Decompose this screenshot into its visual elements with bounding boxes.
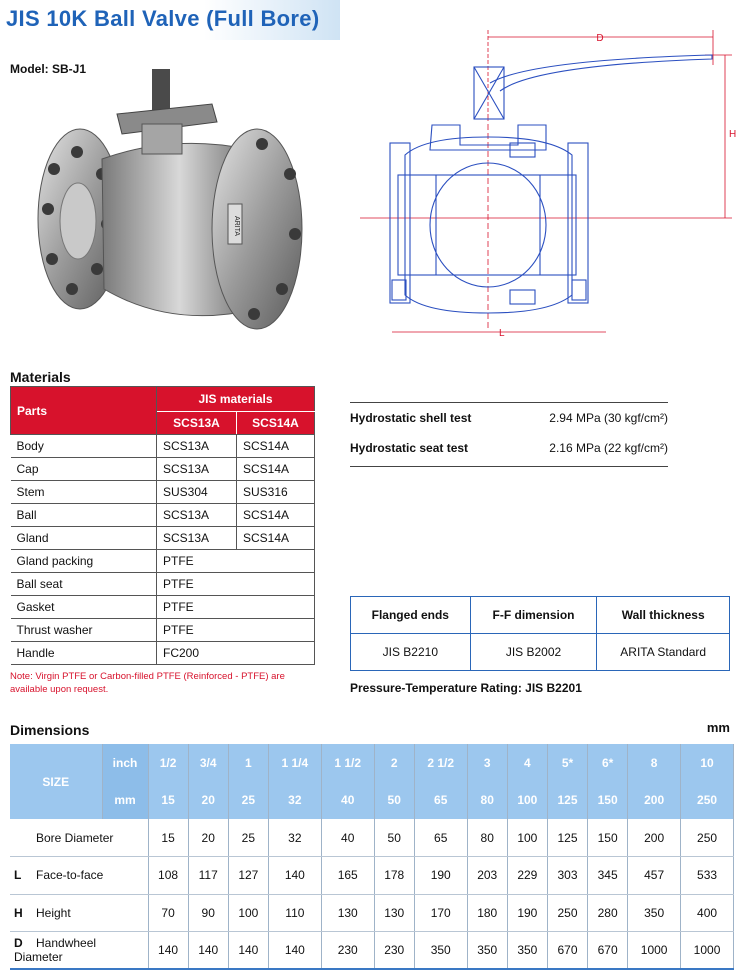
- dimension-value: 80: [467, 819, 507, 857]
- size-mm: 32: [268, 782, 321, 820]
- pressure-temperature-rating: Pressure-Temperature Rating: JIS B2201: [350, 681, 582, 695]
- dimension-value: 190: [507, 894, 547, 932]
- dimension-value: 303: [547, 857, 587, 895]
- dimension-value: 190: [414, 857, 467, 895]
- size-mm: 65: [414, 782, 467, 820]
- dimension-value: 130: [321, 894, 374, 932]
- materials-row: [11, 596, 315, 619]
- dimension-value: 170: [414, 894, 467, 932]
- material-scs14a-value: SCS14A: [237, 435, 315, 458]
- dimension-row-label: [10, 894, 148, 932]
- size-inch: 2 1/2: [414, 744, 467, 782]
- size-inch: 2: [374, 744, 414, 782]
- valve-drawing: [360, 25, 735, 345]
- materials-row: [11, 481, 315, 504]
- dimension-value: 280: [588, 894, 628, 932]
- size-inch: 1 1/2: [321, 744, 374, 782]
- dimension-l-label: L: [499, 328, 505, 339]
- dimension-name: Height: [36, 905, 71, 920]
- materials-row: [11, 550, 315, 573]
- material-part: Cap: [11, 458, 157, 481]
- col-scs13a: SCS13A: [157, 412, 237, 435]
- size-inch: 4: [507, 744, 547, 782]
- materials-row: [11, 527, 315, 550]
- materials-table: [10, 386, 315, 665]
- dimension-value: 250: [547, 894, 587, 932]
- size-mm: 150: [588, 782, 628, 820]
- size-mm: 20: [188, 782, 228, 820]
- std-ff-dimension: F-F dimension: [470, 597, 597, 634]
- std-wall-thickness: Wall thickness: [597, 597, 730, 634]
- dimension-value: 15: [148, 819, 188, 857]
- material-part: Thrust washer: [11, 619, 157, 642]
- hydro-shell-label: Hydrostatic shell test: [350, 411, 472, 425]
- model-label: Model: SB-J1: [10, 62, 87, 76]
- dimension-name: Face-to-face: [36, 868, 104, 883]
- size-inch: 1/2: [148, 744, 188, 782]
- materials-row: [11, 458, 315, 481]
- size-mm: 40: [321, 782, 374, 820]
- dimension-value: 350: [467, 932, 507, 970]
- size-mm: 250: [681, 782, 734, 820]
- dimension-value: 100: [507, 819, 547, 857]
- dimension-row: [10, 857, 734, 895]
- dimension-value: 350: [507, 932, 547, 970]
- dimension-value: 25: [228, 819, 268, 857]
- dimension-value: 178: [374, 857, 414, 895]
- dimension-value: 180: [467, 894, 507, 932]
- size-mm: 125: [547, 782, 587, 820]
- hydro-shell-value: 2.94 MPa (30 kgf/cm²): [549, 411, 668, 425]
- materials-row: [11, 573, 315, 596]
- dimension-value: 203: [467, 857, 507, 895]
- size-label: SIZE: [10, 744, 102, 819]
- dimension-name: Handwheel Diameter: [14, 936, 97, 964]
- dimension-value: 90: [188, 894, 228, 932]
- size-mm: 25: [228, 782, 268, 820]
- materials-heading: Materials: [10, 369, 71, 385]
- col-jis-materials: JIS materials: [157, 387, 315, 412]
- material-scs13a-value: SCS13A: [157, 527, 237, 550]
- dimension-value: 140: [148, 932, 188, 970]
- materials-row: [11, 619, 315, 642]
- hydro-seat-row: [350, 433, 668, 463]
- dimension-value: 670: [547, 932, 587, 970]
- dimension-value: 230: [321, 932, 374, 970]
- material-scs14a-value: SUS316: [237, 481, 315, 504]
- dimension-value: 200: [628, 819, 681, 857]
- dimension-value: 250: [681, 819, 734, 857]
- size-inch: 6*: [588, 744, 628, 782]
- standards-table: [350, 596, 730, 671]
- material-scs14a-value: SCS14A: [237, 527, 315, 550]
- dimension-value: 230: [374, 932, 414, 970]
- dimension-row: [10, 932, 734, 970]
- hydro-bottom-rule: [350, 466, 668, 467]
- dimension-name: Bore Diameter: [36, 830, 114, 845]
- dimension-row-label: [10, 819, 148, 857]
- size-inch: 1: [228, 744, 268, 782]
- col-scs14a: SCS14A: [237, 412, 315, 435]
- material-part: Ball seat: [11, 573, 157, 596]
- material-part: Body: [11, 435, 157, 458]
- dimension-row-label: [10, 932, 148, 970]
- materials-row: [11, 504, 315, 527]
- dimension-value: 32: [268, 819, 321, 857]
- material-part: Gasket: [11, 596, 157, 619]
- hydro-seat-value: 2.16 MPa (22 kgf/cm²): [549, 441, 668, 455]
- dimension-value: 127: [228, 857, 268, 895]
- dimension-value: 1000: [628, 932, 681, 970]
- dimension-value: 345: [588, 857, 628, 895]
- std-ff-dimension-value: JIS B2002: [470, 634, 597, 671]
- dimension-value: 350: [414, 932, 467, 970]
- size-inch: 5*: [547, 744, 587, 782]
- dimension-value: 457: [628, 857, 681, 895]
- std-flanged-ends-value: JIS B2210: [351, 634, 471, 671]
- dimension-value: 130: [374, 894, 414, 932]
- dimensions-heading: Dimensions: [10, 722, 90, 738]
- size-mm: 100: [507, 782, 547, 820]
- hydro-shell-row: [350, 403, 668, 433]
- dimension-value: 140: [268, 932, 321, 970]
- material-scs14a-value: SCS14A: [237, 458, 315, 481]
- dimension-value: 125: [547, 819, 587, 857]
- dims-inch-row: [10, 744, 734, 782]
- material-scs14a-value: SCS14A: [237, 504, 315, 527]
- dimension-value: 670: [588, 932, 628, 970]
- size-mm: 15: [148, 782, 188, 820]
- dimensions-table: [10, 744, 734, 970]
- dimensions-unit: mm: [706, 720, 730, 735]
- size-mm: 200: [628, 782, 681, 820]
- dimension-value: 140: [268, 857, 321, 895]
- dimension-value: 165: [321, 857, 374, 895]
- materials-note: Note: Virgin PTFE or Carbon-filled PTFE (Reinforced - PTFE) are available upon request.: [10, 671, 285, 695]
- dimension-value: 70: [148, 894, 188, 932]
- dimension-value: 533: [681, 857, 734, 895]
- dimension-value: 140: [188, 932, 228, 970]
- size-inch: 3: [467, 744, 507, 782]
- dimension-value: 140: [228, 932, 268, 970]
- hydro-seat-label: Hydrostatic seat test: [350, 441, 469, 455]
- dimension-row-label: [10, 857, 148, 895]
- material-part: Handle: [11, 642, 157, 665]
- material-scs13a-value: SCS13A: [157, 435, 237, 458]
- dimension-value: 110: [268, 894, 321, 932]
- material-value: FC200: [157, 642, 315, 665]
- material-part: Stem: [11, 481, 157, 504]
- dimension-value: 117: [188, 857, 228, 895]
- dimension-h-label: H: [729, 129, 737, 140]
- col-parts: Parts: [11, 387, 157, 435]
- dims-mm-row: [10, 782, 734, 820]
- dimension-d-label: D: [596, 33, 604, 44]
- logo-text: ARITA: [233, 215, 240, 237]
- size-mm: 50: [374, 782, 414, 820]
- dimension-value: 229: [507, 857, 547, 895]
- dimension-symbol: D: [14, 936, 23, 950]
- dimension-value: 1000: [681, 932, 734, 970]
- size-mm: 80: [467, 782, 507, 820]
- material-scs13a-value: SCS13A: [157, 504, 237, 527]
- materials-row: [11, 642, 315, 665]
- dimension-value: 400: [681, 894, 734, 932]
- dimension-value: 350: [628, 894, 681, 932]
- dimension-row: [10, 819, 734, 857]
- hydro-tests: [350, 403, 668, 463]
- material-scs13a-value: SUS304: [157, 481, 237, 504]
- material-part: Gland packing: [11, 550, 157, 573]
- dimension-row: [10, 894, 734, 932]
- page-title: JIS 10K Ball Valve (Full Bore): [6, 6, 320, 31]
- std-wall-thickness-value: ARITA Standard: [597, 634, 730, 671]
- mm-label: mm: [102, 782, 148, 820]
- size-inch: 3/4: [188, 744, 228, 782]
- material-scs13a-value: SCS13A: [157, 458, 237, 481]
- materials-row: [11, 435, 315, 458]
- material-value: PTFE: [157, 550, 315, 573]
- material-value: PTFE: [157, 596, 315, 619]
- inch-label: inch: [102, 744, 148, 782]
- material-value: PTFE: [157, 619, 315, 642]
- valve-photo: [32, 64, 310, 344]
- material-value: PTFE: [157, 573, 315, 596]
- material-part: Gland: [11, 527, 157, 550]
- dimension-value: 108: [148, 857, 188, 895]
- dimension-value: 65: [414, 819, 467, 857]
- size-inch: 10: [681, 744, 734, 782]
- dimension-value: 100: [228, 894, 268, 932]
- size-inch: 8: [628, 744, 681, 782]
- std-flanged-ends: Flanged ends: [351, 597, 471, 634]
- dimension-value: 150: [588, 819, 628, 857]
- dimension-symbol: L: [14, 868, 22, 883]
- dimension-value: 40: [321, 819, 374, 857]
- size-inch: 1 1/4: [268, 744, 321, 782]
- material-part: Ball: [11, 504, 157, 527]
- dimension-value: 50: [374, 819, 414, 857]
- dimension-symbol: H: [14, 905, 23, 920]
- dimension-value: 20: [188, 819, 228, 857]
